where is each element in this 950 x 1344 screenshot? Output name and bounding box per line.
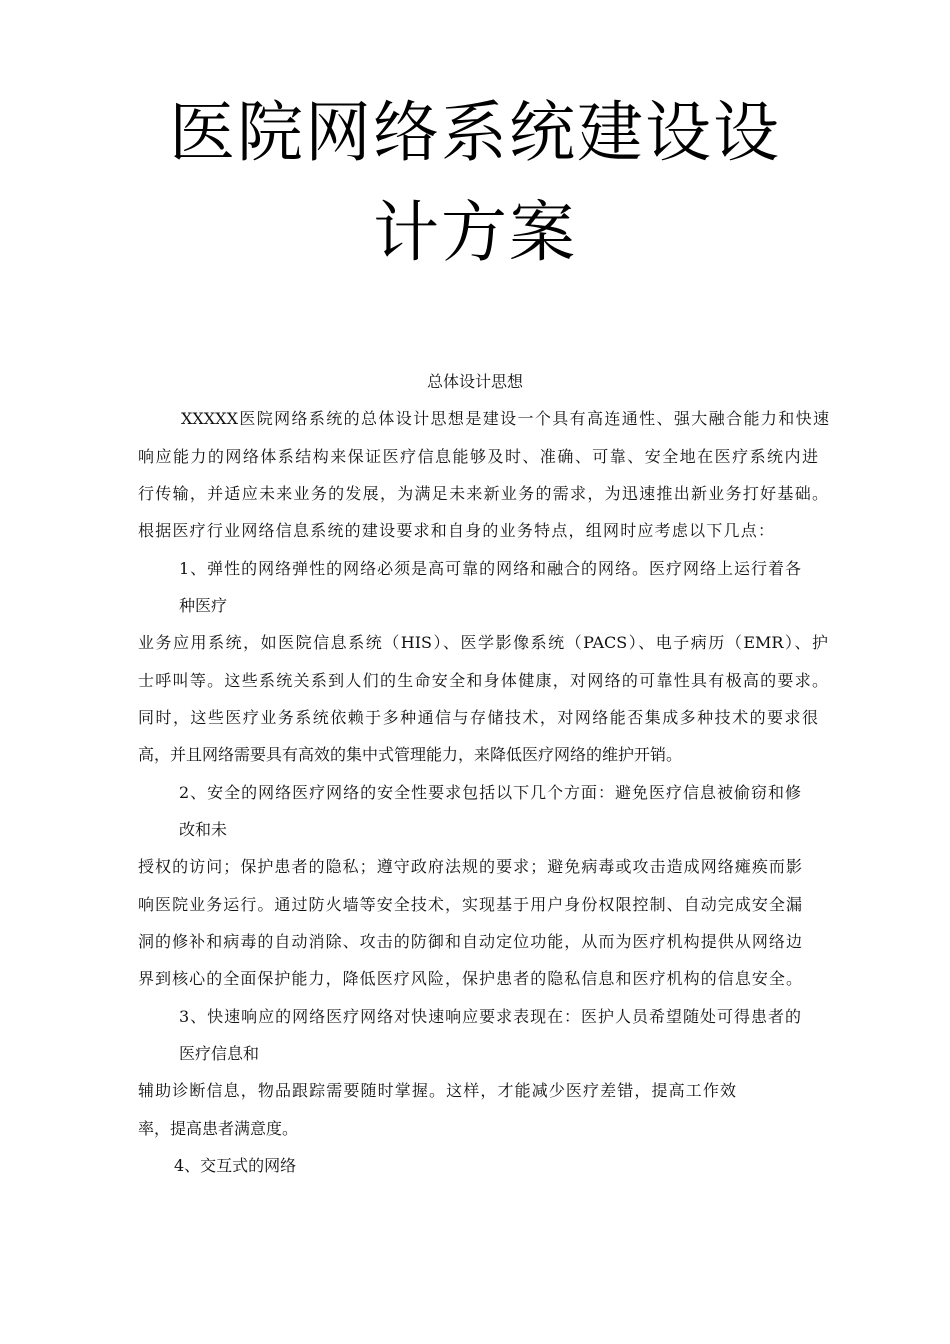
document-title-line-1: 医院网络系统建设设: [169, 94, 781, 171]
body-line: 改和未: [179, 820, 228, 839]
body-line: 种医疗: [179, 596, 228, 615]
section-heading: 总体设计思想: [426, 372, 523, 391]
body-line: 业务应用系统，如医院信息系统（HIS）、医学影像系统（PACS）、电子病历（EMR）、护: [138, 633, 828, 652]
body-line: 高，并且网络需要具有高效的集中式管理能力，来降低医疗网络的维护开销。: [138, 745, 683, 764]
body-line: 1、弹性的网络弹性的网络必须是高可靠的网络和融合的网络。医疗网络上运行着各: [179, 559, 801, 578]
body-line: 界到核心的全面保护能力，降低医疗风险，保护患者的隐私信息和医疗机构的信息安全。: [138, 969, 802, 988]
body-line: 医疗信息和: [179, 1044, 260, 1063]
body-line: 响医院业务运行。通过防火墙等安全技术，实现基于用户身份权限控制、自动完成安全漏: [138, 895, 802, 914]
body-line: 2、安全的网络医疗网络的安全性要求包括以下几个方面：避免医疗信息被偷窃和修: [179, 783, 801, 802]
body-line: 辅助诊断信息，物品跟踪需要随时掌握。这样，才能减少医疗差错，提高工作效: [138, 1081, 736, 1100]
body-line: 行传输，并适应未来业务的发展，为满足未来新业务的需求，为迅速推出新业务打好基础。: [138, 484, 828, 503]
body-line: 根据医疗行业网络信息系统的建设要求和自身的业务特点，组网时应考虑以下几点：: [138, 521, 774, 540]
body-line: 4、交互式的网络: [174, 1156, 297, 1175]
body-line: 率，提高患者满意度。: [138, 1119, 299, 1138]
body-line: 士呼叫等。这些系统关系到人们的生命安全和身体健康，对网络的可靠性具有极高的要求。: [138, 671, 828, 690]
body-line: 3、快速响应的网络医疗网络对快速响应要求表现在：医护人员希望随处可得患者的: [179, 1007, 801, 1026]
document-title-line-2: 计方案: [373, 194, 577, 271]
body-line: 洞的修补和病毒的自动消除、攻击的防御和自动定位功能，从而为医疗机构提供从网络边: [138, 932, 802, 951]
body-line: 同时，这些医疗业务系统依赖于多种通信与存储技术，对网络能否集成多种技术的要求很: [138, 708, 818, 727]
body-line: 授权的访问；保护患者的隐私；遵守政府法规的要求；避免病毒或攻击造成网络瘫痪而影: [138, 857, 802, 876]
body-line: XXXXX医院网络系统的总体设计思想是建设一个具有高连通性、强大融合能力和快速: [181, 409, 829, 428]
body-line: 响应能力的网络体系结构来保证医疗信息能够及时、准确、可靠、安全地在医疗系统内进: [138, 447, 818, 466]
